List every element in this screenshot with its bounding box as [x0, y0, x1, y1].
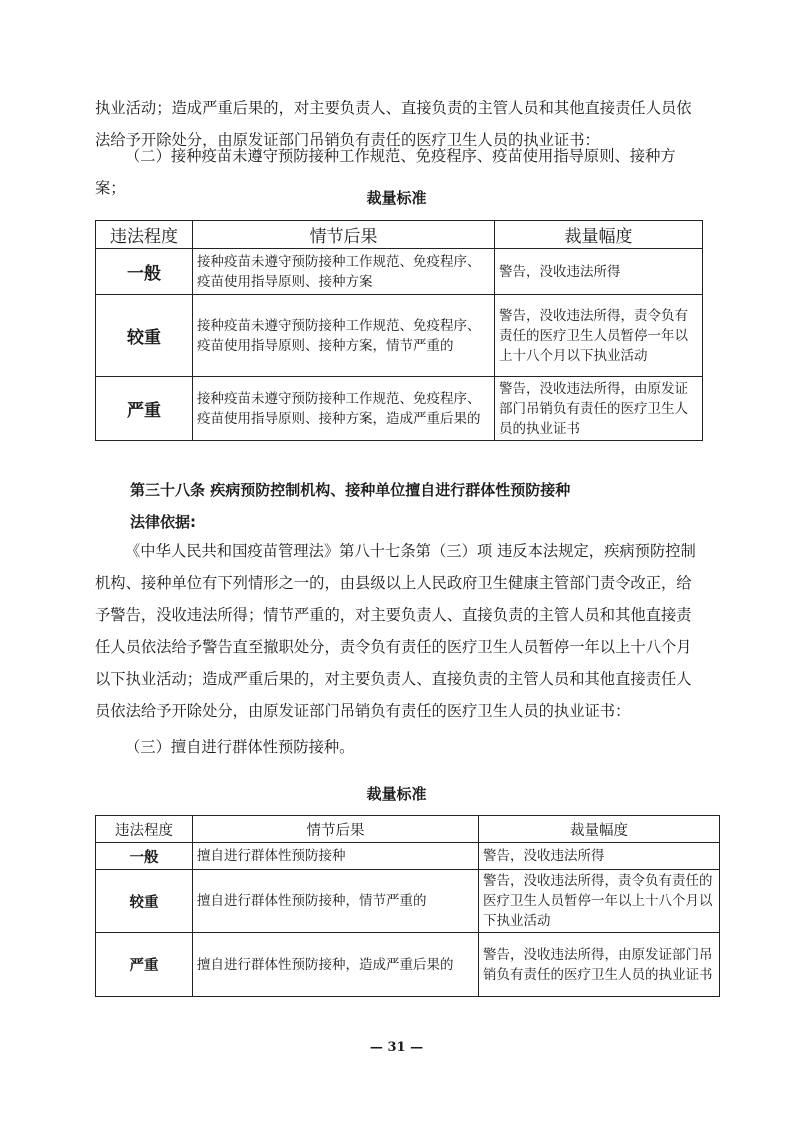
table-row [96, 295, 703, 377]
table1-penalty-cell: 警告，没收违法所得 [495, 249, 703, 295]
table2-header-circumstance: 情节后果 [193, 816, 479, 843]
table1-level-cell: 一般 [96, 249, 193, 295]
table1-discretion-standard [95, 220, 703, 441]
table1-penalty-cell: 警告，没收违法所得，由原发证部门吊销负有责任的医疗卫生人员的执业证书 [495, 377, 703, 441]
table2-penalty-cell: 警告，没收违法所得，由原发证部门吊销负有责任的医疗卫生人员的执业证书 [479, 933, 720, 997]
table2-circumstance-cell: 擅自进行群体性预防接种，造成严重后果的 [193, 933, 479, 997]
table2-penalty-cell: 警告，没收违法所得 [479, 843, 720, 870]
table1-header-level: 违法程度 [96, 221, 193, 249]
page-number: — 31 — [369, 1040, 424, 1055]
table-row [96, 843, 720, 870]
continued-paragraph: 执业活动；造成严重后果的，对主要负责人、直接负责的主管人员和其他直接责任人员依法给予开除处分，由原发证部门吊销负有责任的医疗卫生人员的执业证书： [95, 99, 692, 149]
table2-caption: 裁量标准 [366, 785, 427, 803]
table1-circumstance-cell: 接种疫苗未遵守预防接种工作规范、免疫程序、疫苗使用指导原则、接种方案，情节严重的 [193, 295, 495, 377]
legal-basis-label: 法律依据: [130, 513, 196, 531]
table2-level-cell: 严重 [96, 933, 193, 997]
table2-circumstance-cell: 擅自进行群体性预防接种，情节严重的 [193, 870, 479, 933]
table2-level-cell: 较重 [96, 870, 193, 933]
table1-header-penalty: 裁量幅度 [495, 221, 703, 249]
table2-header-level: 违法程度 [96, 816, 193, 843]
table1-level-cell: 严重 [96, 377, 193, 441]
table1-circumstance-cell: 接种疫苗未遵守预防接种工作规范、免疫程序、疫苗使用指导原则、接种方案，造成严重后果的 [193, 377, 495, 441]
table2-discretion-standard [95, 815, 720, 997]
table1-level-cell: 较重 [96, 295, 193, 377]
legal-basis-paragraph: 《中华人民共和国疫苗管理法》第八十七条第（三）项 违反本法规定，疾病预防控制机构、接种单位有下列情形之一的，由县级以上人民政府卫生健康主管部门责令改正，给予警告，没收违法所得；情节严重的，对主要负责人、直接负责的主管人员和其他直接责任人员依法给予警告直至撤职处分，责令负有责任的医疗卫生人员暂停一年以上十八个月以下执业活动；造成严重后果的，对主要负责人、直接负责的主管人员和其他直接责任人员依法给予开除处分，由原发证部门吊销负有责任的医疗卫生人员的执业证书： [95, 542, 696, 720]
table1-header-row [96, 221, 703, 249]
table1-circumstance-cell: 接种疫苗未遵守预防接种工作规范、免疫程序、疫苗使用指导原则、接种方案 [193, 249, 495, 295]
article-heading: 第三十八条 疾病预防控制机构、接种单位擅自进行群体性预防接种 [130, 481, 571, 499]
table2-penalty-cell: 警告，没收违法所得，责令负有责任的医疗卫生人员暂停一年以上十八个月以下执业活动 [479, 870, 720, 933]
table2-header-row [96, 816, 720, 843]
table-row [96, 249, 703, 295]
table1-header-circumstance: 情节后果 [193, 221, 495, 249]
table1-caption: 裁量标准 [366, 189, 427, 207]
table-row [96, 870, 720, 933]
table2-circumstance-cell: 擅自进行群体性预防接种 [193, 843, 479, 870]
item-three-paragraph: （三）擅自进行群体性预防接种。 [125, 738, 355, 756]
table2-header-penalty: 裁量幅度 [479, 816, 720, 843]
item-two-paragraph: （二）接种疫苗未遵守预防接种工作规范、免疫程序、疫苗使用指导原则、接种方案； [95, 147, 676, 197]
table-row [96, 933, 720, 997]
table2-level-cell: 一般 [96, 843, 193, 870]
table-row [96, 377, 703, 441]
table1-penalty-cell: 警告，没收违法所得，责令负有责任的医疗卫生人员暂停一年以上十八个月以下执业活动 [495, 295, 703, 377]
